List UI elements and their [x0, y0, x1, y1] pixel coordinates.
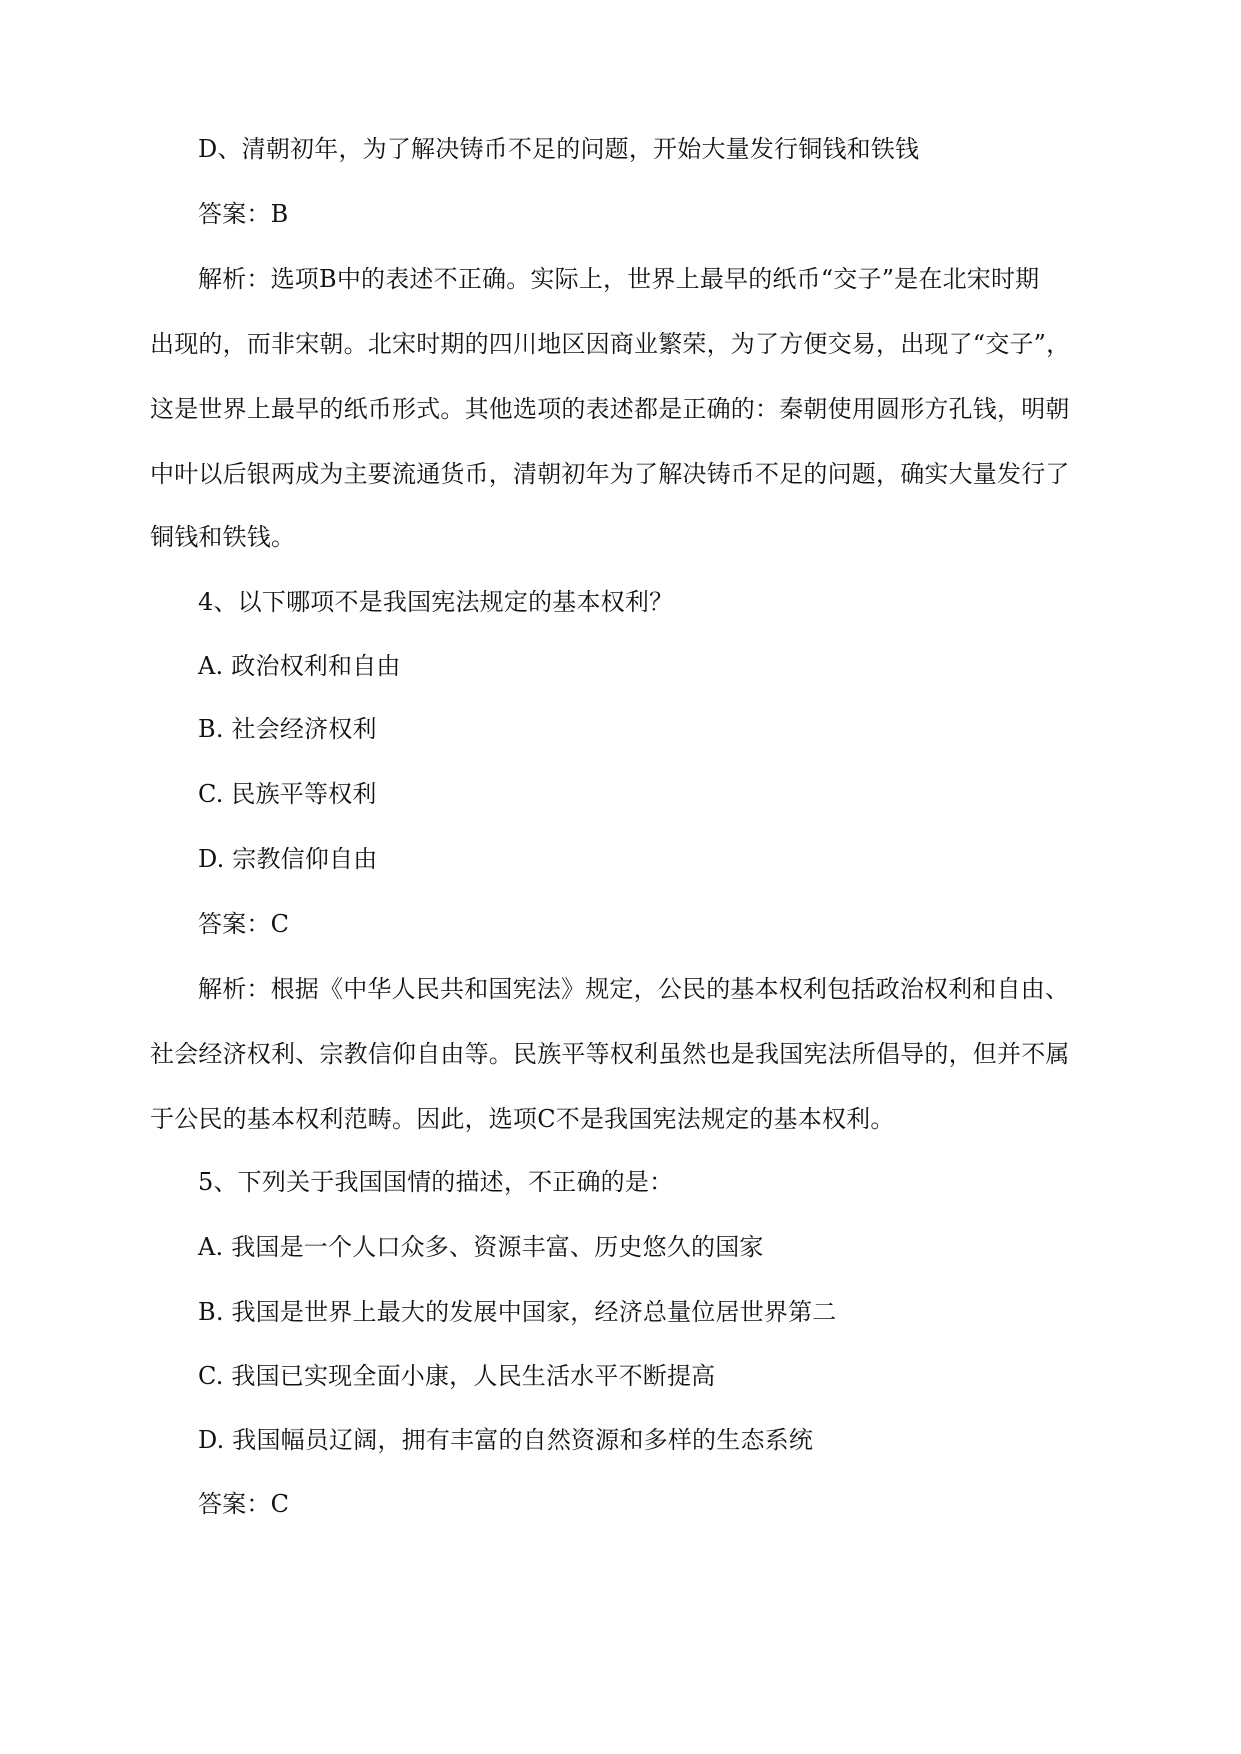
q4-analysis-line: 社会经济权利、宗教信仰自由等。民族平等权利虽然也是我国宪法所倡导的，但并不属 [150, 1040, 1070, 1068]
q4-option-c: C. 民族平等权利 [198, 780, 377, 808]
q4-answer: 答案：C [198, 910, 290, 938]
q4-option-b: B. 社会经济权利 [198, 715, 377, 743]
q4-option-a: A. 政治权利和自由 [198, 652, 401, 680]
q5-option-d: D. 我国幅员辽阔，拥有丰富的自然资源和多样的生态系统 [198, 1426, 814, 1454]
q5-option-c: C. 我国已实现全面小康，人民生活水平不断提高 [198, 1362, 716, 1390]
q3-option-d: D、清朝初年，为了解决铸币不足的问题，开始大量发行铜钱和铁钱 [198, 135, 920, 163]
q3-analysis-line: 这是世界上最早的纸币形式。其他选项的表述都是正确的：秦朝使用圆形方孔钱，明朝 [150, 395, 1070, 423]
q3-analysis-line: 铜钱和铁钱。 [150, 523, 296, 551]
q3-answer: 答案：B [198, 200, 289, 228]
q4-analysis-line: 于公民的基本权利范畴。因此，选项C不是我国宪法规定的基本权利。 [150, 1105, 895, 1133]
q4-question: 4、以下哪项不是我国宪法规定的基本权利？ [198, 588, 674, 616]
q5-answer: 答案：C [198, 1490, 290, 1518]
q4-option-d: D. 宗教信仰自由 [198, 845, 378, 873]
q3-analysis-line: 中叶以后银两成为主要流通货币，清朝初年为了解决铸币不足的问题，确实大量发行了 [150, 460, 1070, 488]
q5-option-a: A. 我国是一个人口众多、资源丰富、历史悠久的国家 [198, 1233, 764, 1261]
q3-analysis-line: 出现的，而非宋朝。北宋时期的四川地区因商业繁荣，为了方便交易，出现了“交子”， [150, 330, 1071, 358]
q3-analysis-line: 解析：选项B中的表述不正确。实际上，世界上最早的纸币“交子”是在北宋时期 [198, 265, 1040, 293]
q5-option-b: B. 我国是世界上最大的发展中国家，经济总量位居世界第二 [198, 1298, 837, 1326]
q5-question: 5、下列关于我国国情的描述，不正确的是： [198, 1168, 674, 1196]
q4-analysis-line: 解析：根据《中华人民共和国宪法》规定，公民的基本权利包括政治权利和自由、 [198, 975, 1070, 1003]
